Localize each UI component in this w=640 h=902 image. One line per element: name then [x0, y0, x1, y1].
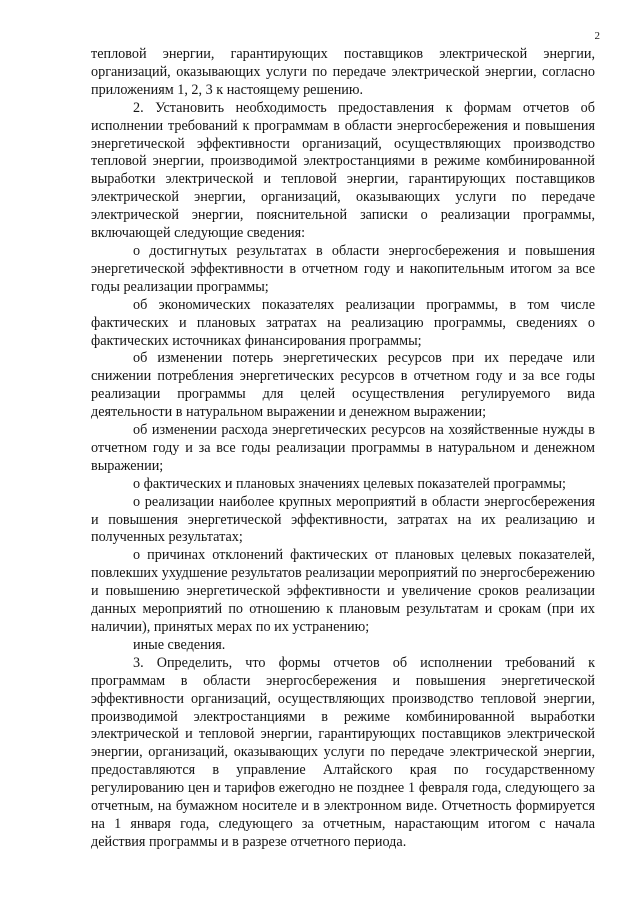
paragraph-major-measures: о реализации наиболее крупных мероприятий в области энергосбережения и повышения энергетической эффективности, затратах на их реализацию и полученных результатах; [91, 493, 595, 546]
page-number: 2 [594, 30, 600, 42]
paragraph-consumption-change: об изменении расхода энергетических ресурсов на хозяйственные нужды в отчетном году и за все годы реализации программы в натуральном и денежном выражении; [91, 422, 595, 474]
paragraph-item-3: 3. Определить, что формы отчетов об исполнении требований к программам в области энергосбережения и повышения энергетической эффективности организаций, осуществляющих производство тепловой энергии, производимой электростанциями в режиме комбинированной выработки электрической и тепловой энергии, гарантирующих поставщиков электрической энергии, организаций, оказывающих услуги по передаче электрической энергии, предоставляются в управление Алтайского края по государственному регулированию цен и тарифов ежегодно не позднее 1 февраля года, следующего за отчетным, на бумажном носителе и в электронном виде. Отчетность формируется на 1 января года, следующего за отчетным, нарастающим итогом с начала действия программы и в разрезе отчетного периода. [91, 654, 595, 850]
paragraph-losses-change: об изменении потерь энергетических ресурсов при их передаче или снижении потребления энергетических ресурсов в отчетном году и за все годы реализации программы для целей осуществления регулируемого вида деятельности в натуральном выражении и денежном выражении; [91, 350, 595, 421]
paragraph-other-info: иные сведения. [133, 636, 226, 653]
paragraph-target-values: о фактических и плановых значениях целевых показателей программы; [133, 475, 566, 492]
paragraph-results: о достигнутых результатах в области энергосбережения и повышения энергетической эффективности в отчетном году и накопительным итогом за все годы реализации программы; [91, 242, 595, 295]
paragraph-economic-indicators: об экономических показателях реализации программы, в том числе фактических и плановых затратах на реализацию программы, сведениях о фактических источниках финансирования программы; [91, 296, 595, 349]
paragraph-deviation-reasons: о причинах отклонений фактических от плановых целевых показателей, повлекших ухудшение результатов реализации мероприятий по энергосбережению и повышению энергетической эффективности и увеличение сроков реализации данных мероприятий по отношению к плановым результатам и срокам (при их наличии), принятых мерах по их устранению; [91, 547, 595, 635]
paragraph-item-2: 2. Установить необходимость предоставления к формам отчетов об исполнении требований к программам в области энергосбережения и повышения энергетической эффективности организаций, осуществляющих производство тепловой энергии, производимой электростанциями в режиме комбинированной выработки электрической и тепловой энергии, гарантирующих поставщиков электрической энергии, организаций, оказывающих услуги по передаче электрической энергии, пояснительной записки о реализации программы, включающей следующие сведения: [91, 99, 595, 242]
paragraph-continuation: тепловой энергии, гарантирующих поставщиков электрической энергии, организаций, оказывающих услуги по передаче электрической энергии, согласно приложениям 1, 2, 3 к настоящему решению. [91, 46, 595, 98]
document-body [91, 46, 595, 852]
